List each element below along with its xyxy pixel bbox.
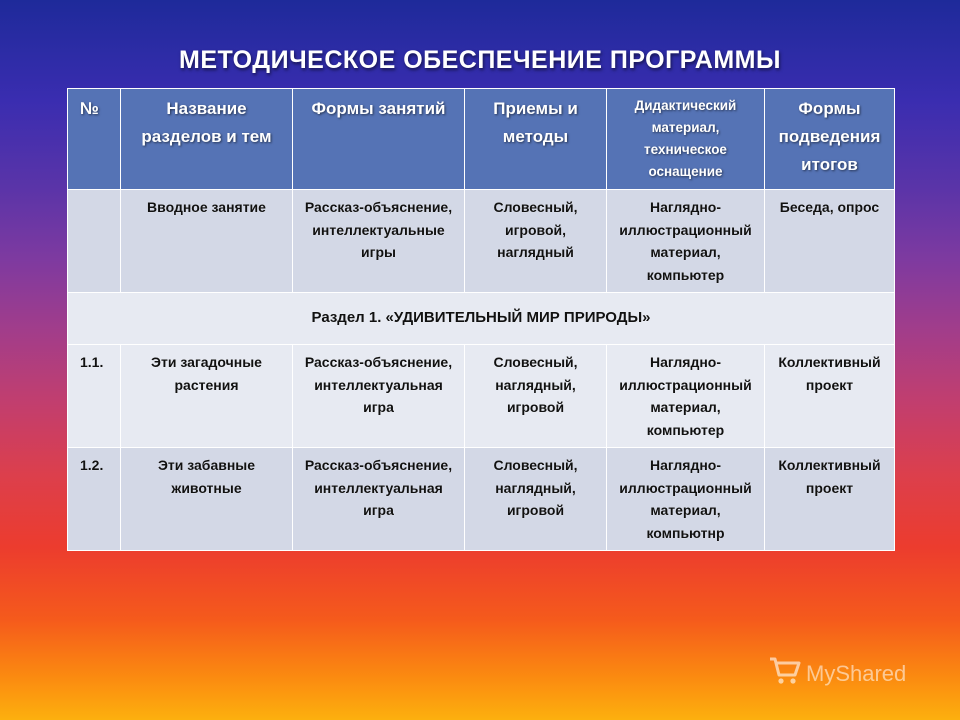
cell-number: 1.1.	[68, 345, 121, 448]
table-row	[68, 448, 895, 551]
cell-material: Наглядно-иллюстрационный материал, компьютнр	[607, 448, 765, 551]
cell-number	[68, 190, 121, 293]
cell-number: 1.2.	[68, 448, 121, 551]
cell-methods: Словесный, наглядный, игровой	[465, 448, 607, 551]
header-didactic-material: Дидактический материал, техническое оснащение	[607, 89, 765, 190]
header-methods: Приемы и методы	[465, 89, 607, 190]
cell-topic: Эти загадочные растения	[121, 345, 293, 448]
header-summary-forms: Формы подведения итогов	[765, 89, 895, 190]
table-row	[68, 345, 895, 448]
cell-methods: Словесный, игровой, наглядный	[465, 190, 607, 293]
header-lesson-forms: Формы занятий	[293, 89, 465, 190]
cell-summary: Беседа, опрос	[765, 190, 895, 293]
header-section-name: Название разделов и тем	[121, 89, 293, 190]
cell-material: Наглядно-иллюстрационный материал, компьютер	[607, 190, 765, 293]
cell-lesson-form: Рассказ-объяснение, интеллектуальные игры	[293, 190, 465, 293]
cell-summary: Коллективный проект	[765, 345, 895, 448]
table-row	[68, 190, 895, 293]
cell-lesson-form: Рассказ-объяснение, интеллектуальная игра	[293, 448, 465, 551]
watermark-text: MyShared	[806, 661, 907, 686]
shopping-cart-icon	[768, 656, 806, 692]
cell-material: Наглядно-иллюстрационный материал, компьютер	[607, 345, 765, 448]
cell-lesson-form: Рассказ-объяснение, интеллектуальная игра	[293, 345, 465, 448]
section-title: Раздел 1. «УДИВИТЕЛЬНЫЙ МИР ПРИРОДЫ»	[68, 293, 895, 345]
table-header-row	[68, 89, 895, 190]
cell-summary: Коллективный проект	[765, 448, 895, 551]
section-row	[68, 293, 895, 345]
watermark	[768, 656, 906, 692]
header-number: №	[68, 89, 121, 190]
cell-topic: Вводное занятие	[121, 190, 293, 293]
cell-methods: Словесный, наглядный, игровой	[465, 345, 607, 448]
methods-table	[67, 88, 895, 551]
cell-topic: Эти забавные животные	[121, 448, 293, 551]
slide-title: МЕТОДИЧЕСКОЕ ОБЕСПЕЧЕНИЕ ПРОГРАММЫ	[179, 46, 781, 74]
